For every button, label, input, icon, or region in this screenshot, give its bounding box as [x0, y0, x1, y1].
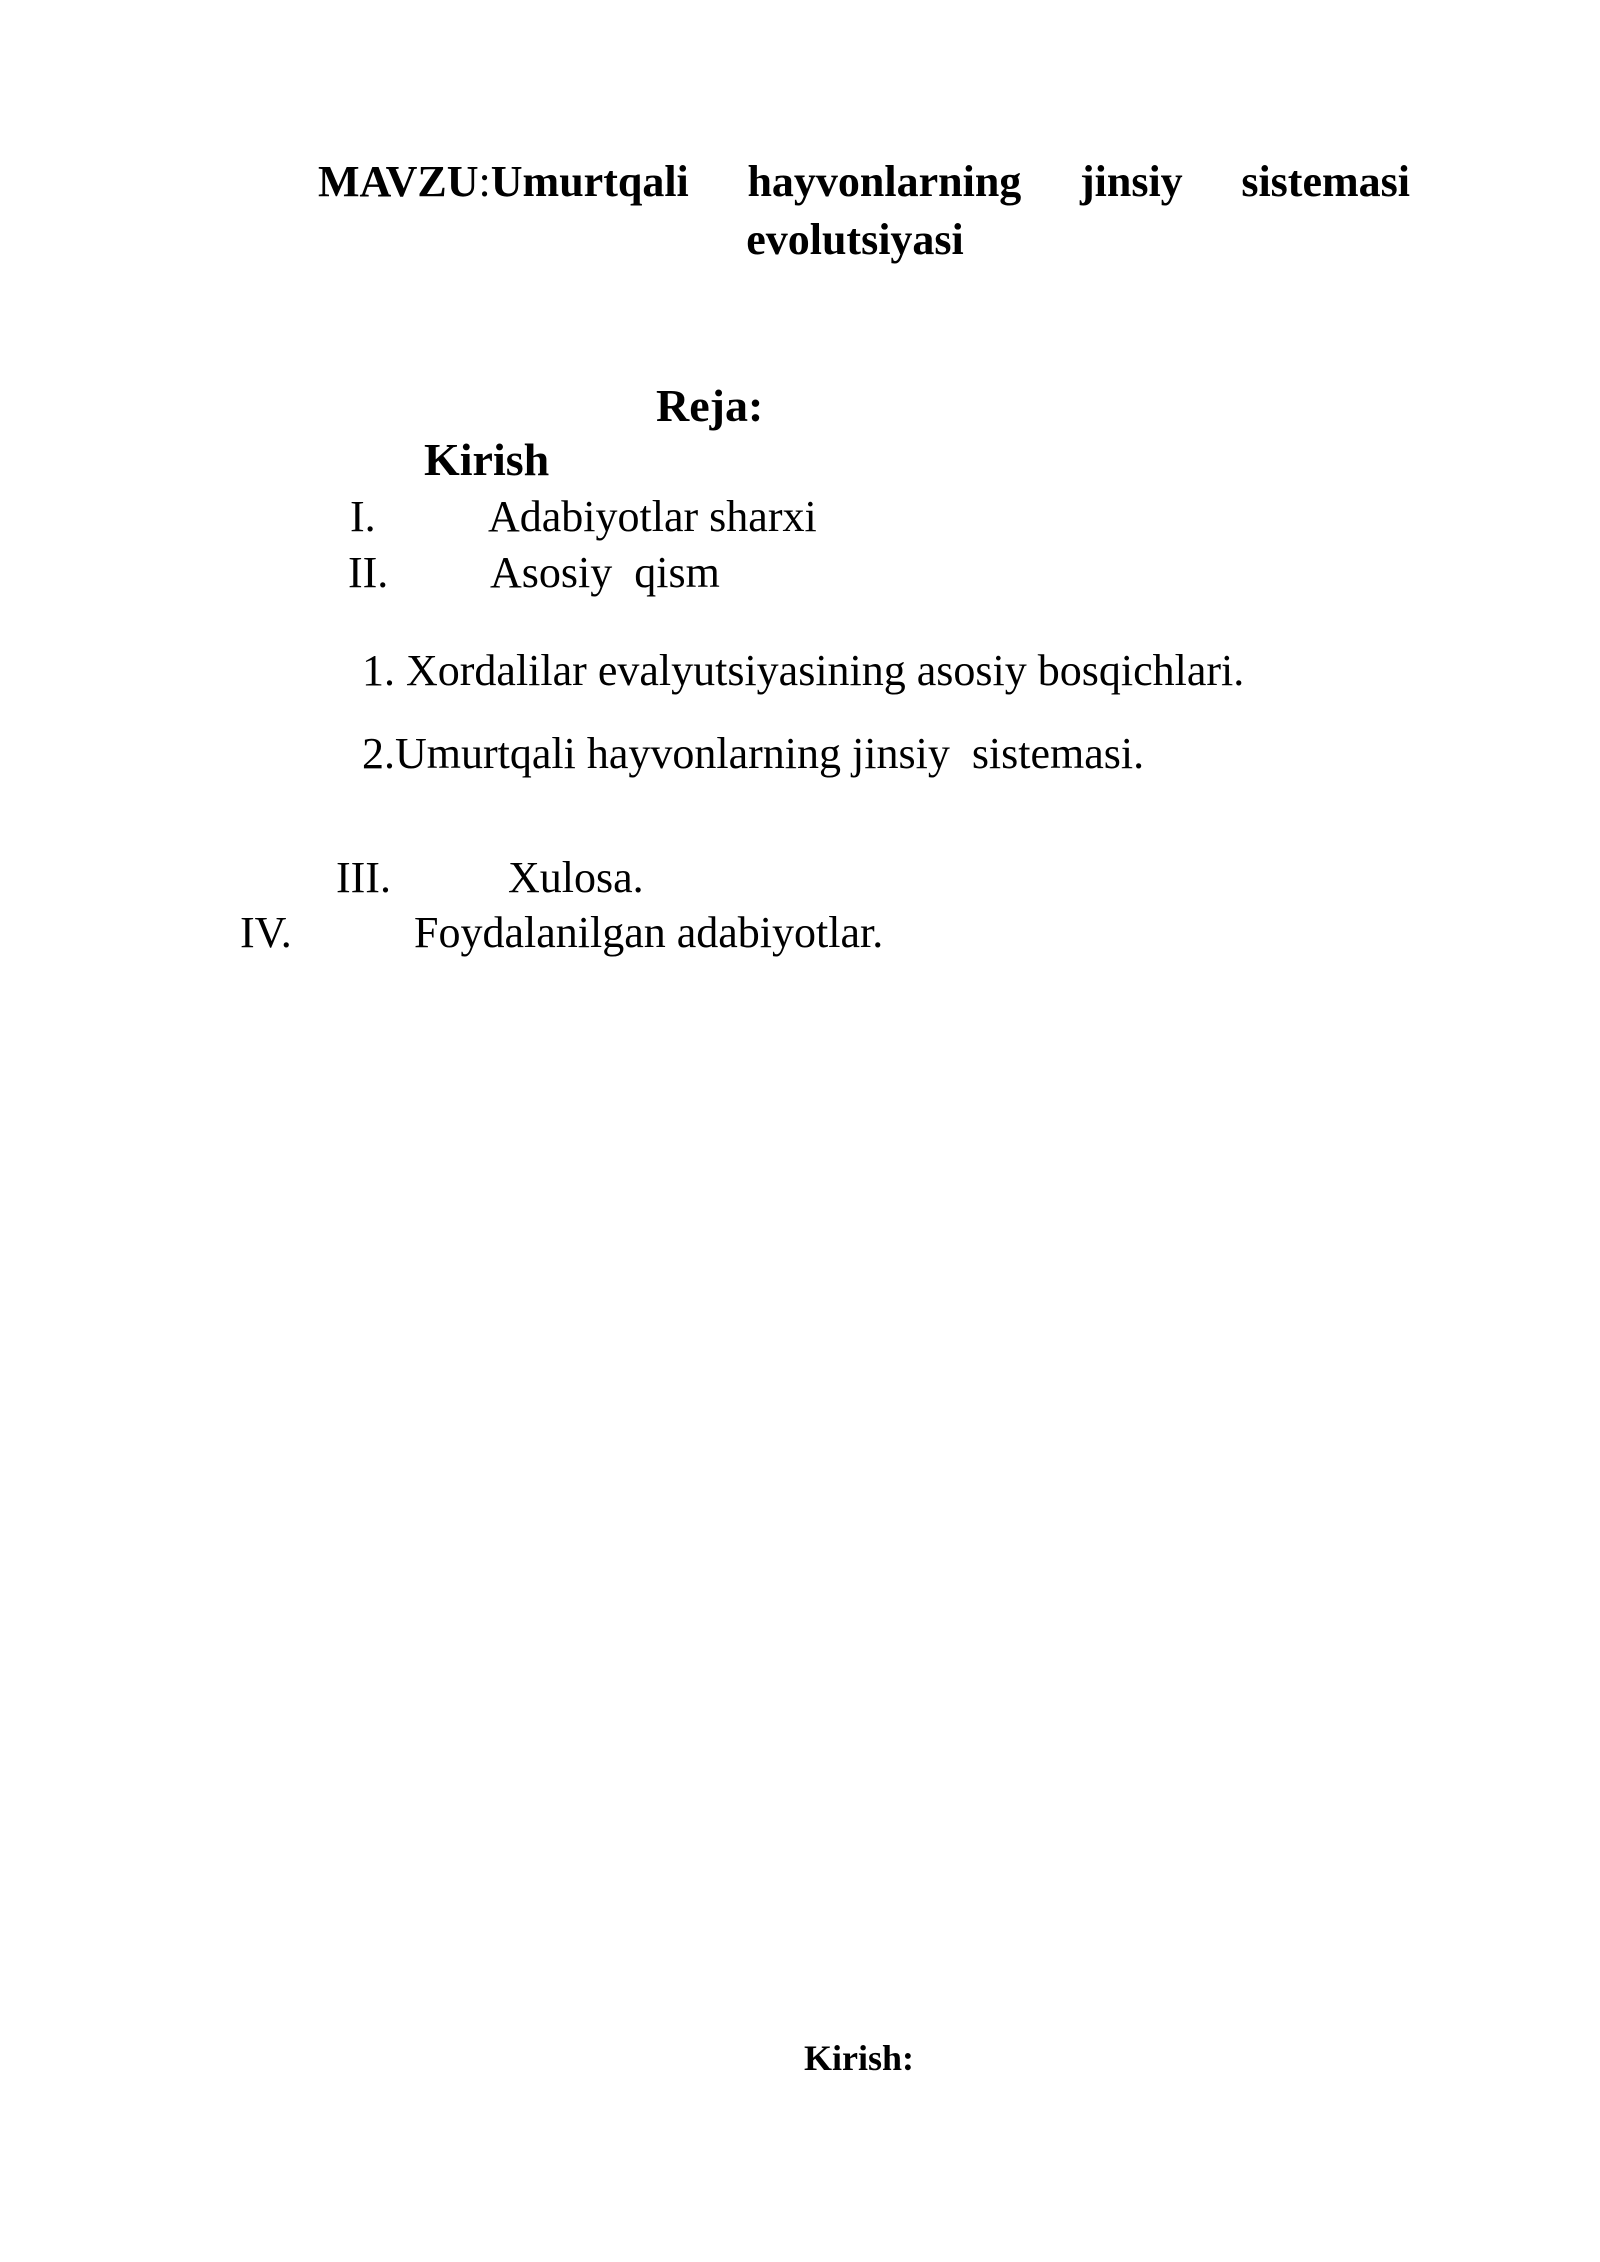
item-numeral-1: I.	[350, 492, 376, 541]
item-text-3: Xulosa.	[508, 853, 644, 902]
subitem-2: 2.Umurtqali hayvonlarning jinsiy sistemasi.	[362, 729, 1145, 778]
document-title-line1	[318, 153, 1410, 211]
item-numeral-2: II.	[348, 548, 389, 597]
intro-heading: Kirish	[424, 434, 550, 485]
document-title-line2: evolutsiyasi	[746, 215, 964, 264]
subitem-1: 1. Xordalilar evalyutsiyasining asosiy bosqichlari.	[362, 646, 1245, 695]
title-rest: Umurtqali hayvonlarning jinsiy sistemasi	[490, 157, 1410, 206]
item-text-2: Asosiy qism	[490, 548, 720, 597]
item-text-4: Foydalanilgan adabiyotlar.	[414, 908, 884, 957]
item-text-1: Adabiyotlar sharxi	[488, 492, 817, 541]
item-numeral-4: IV.	[240, 908, 292, 957]
title-prefix: MAVZU	[318, 157, 479, 206]
plan-heading: Reja:	[656, 380, 764, 431]
item-numeral-3: III.	[336, 853, 391, 902]
title-colon: :	[478, 157, 491, 206]
section-heading: Kirish:	[804, 2038, 915, 2078]
